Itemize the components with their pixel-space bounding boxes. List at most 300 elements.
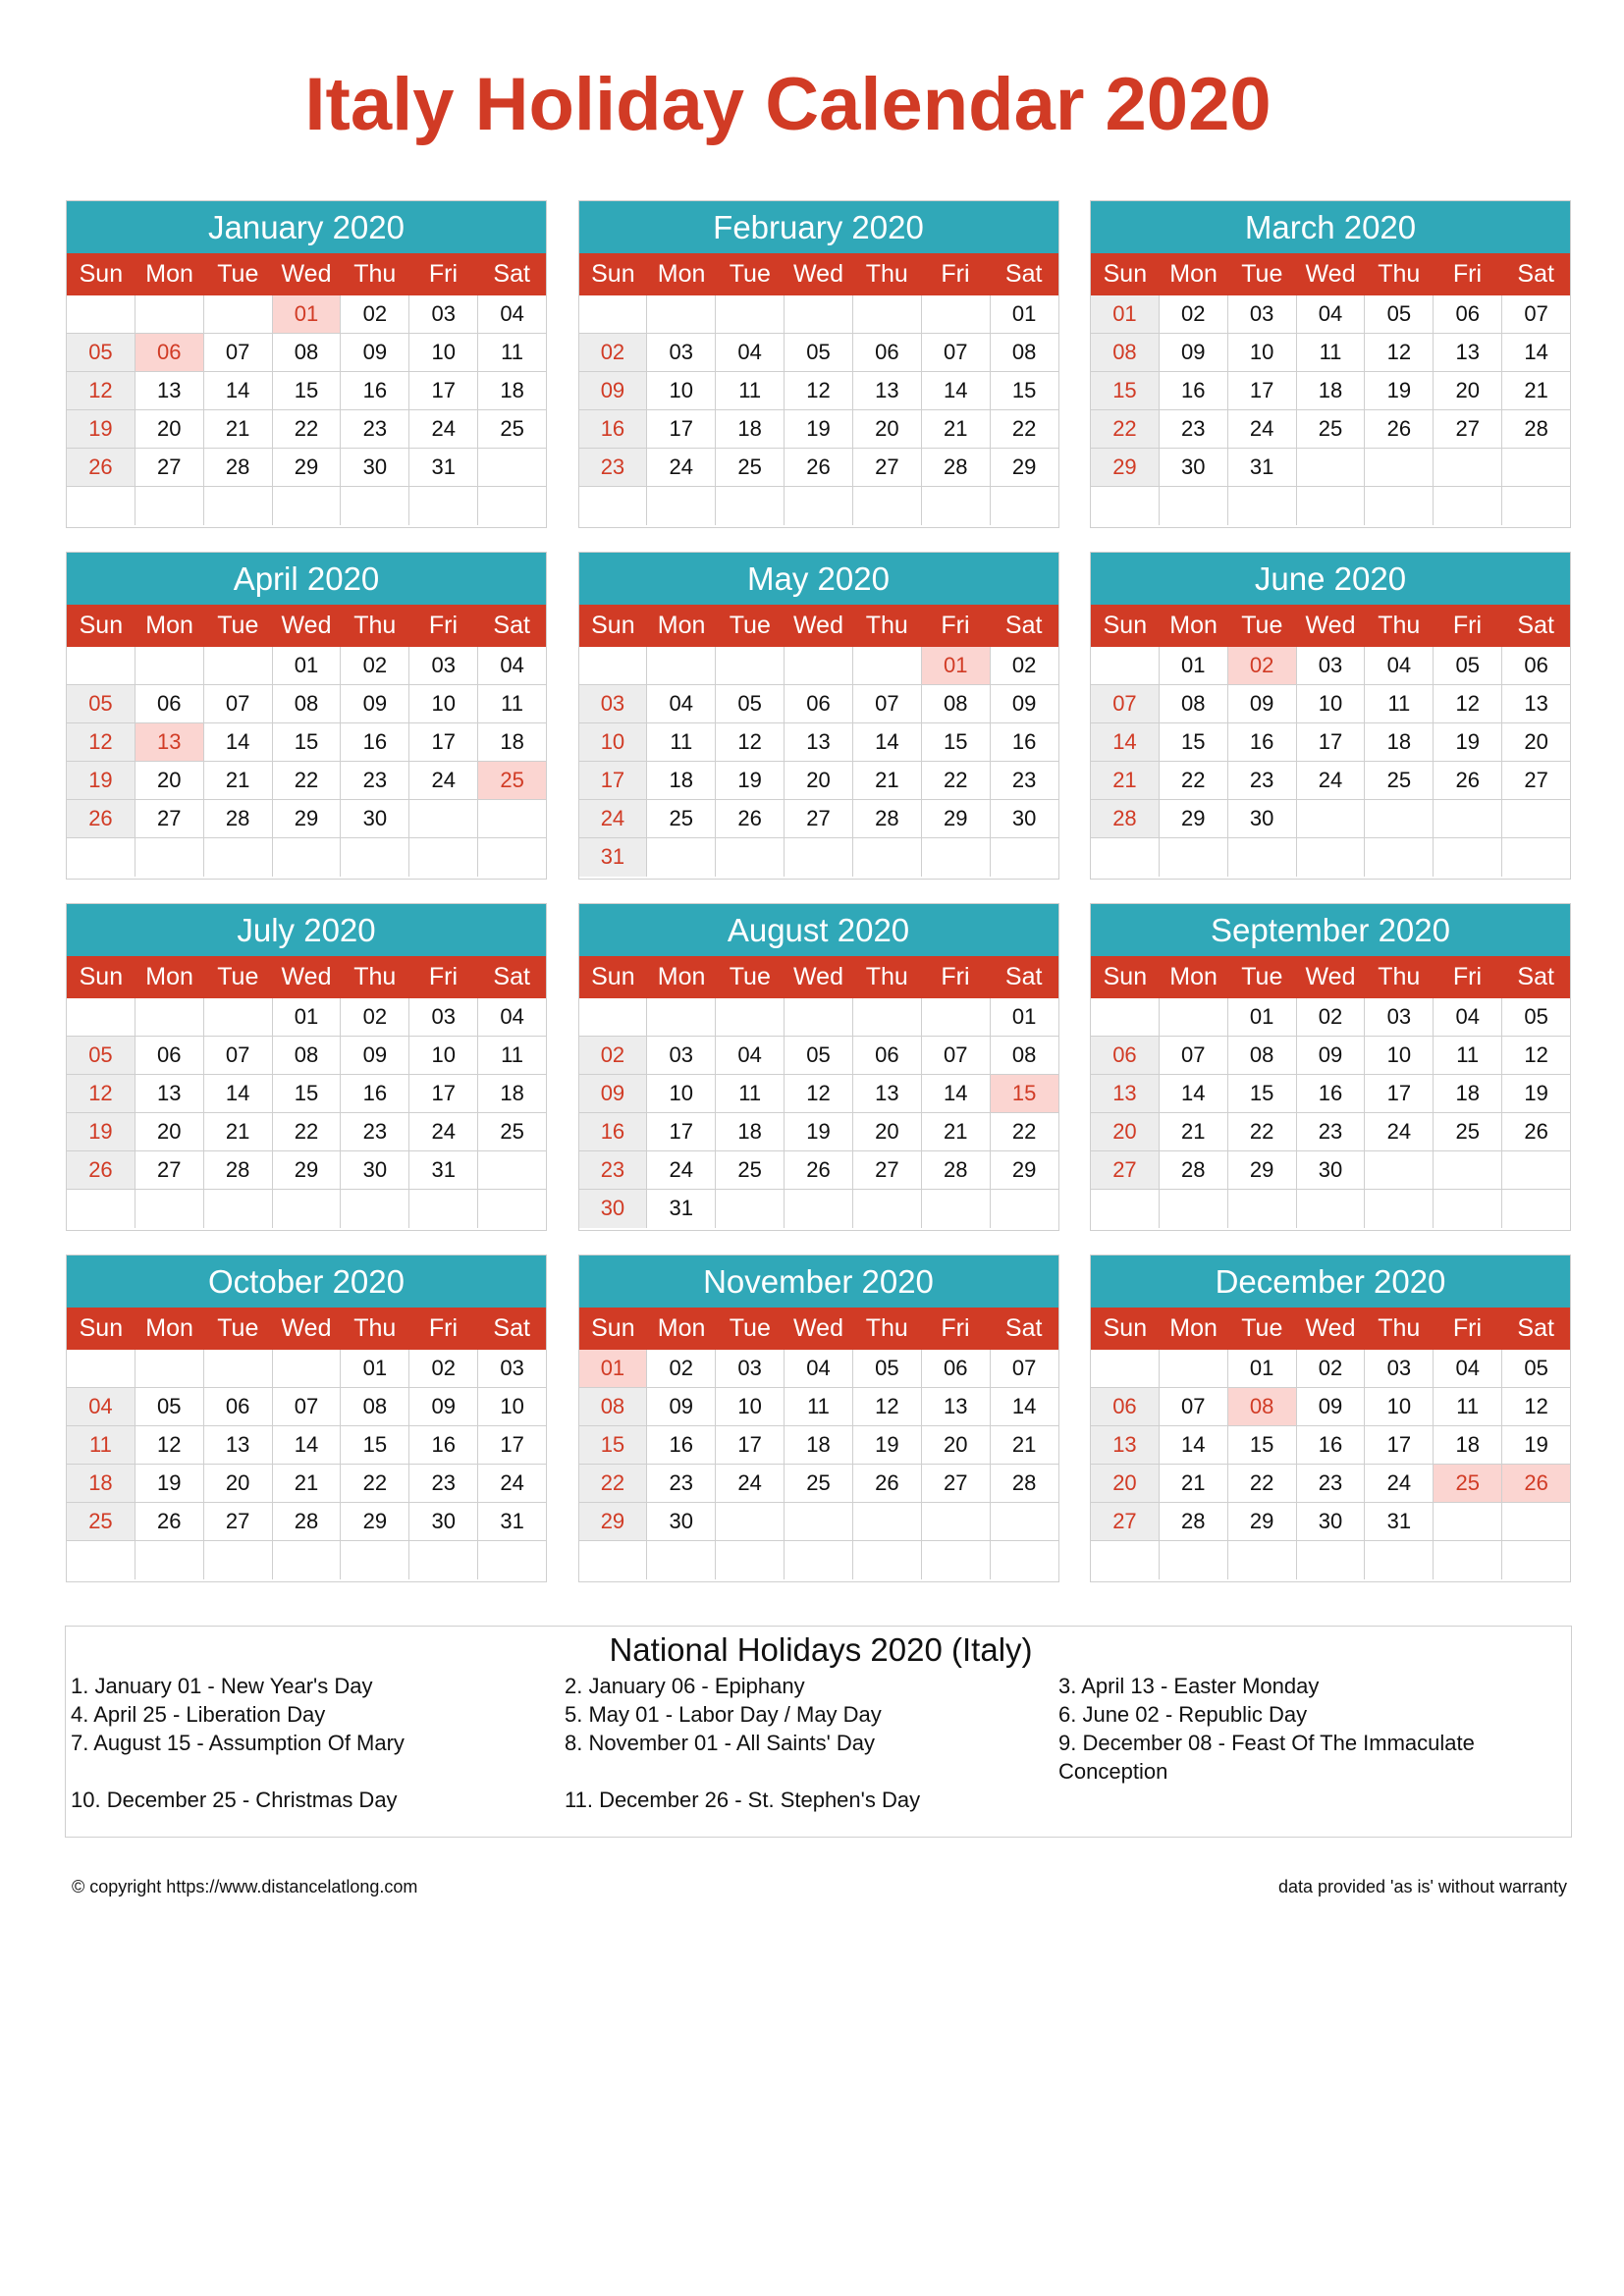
weekday-label: Wed (281, 612, 332, 639)
month-title: November 2020 (579, 1255, 1058, 1308)
holiday-day-cell: 25 (478, 762, 546, 799)
weekday-label: Sat (1517, 963, 1554, 990)
day-cell: 23 (1297, 1113, 1366, 1150)
day-cell: 13 (135, 1075, 204, 1112)
day-cell: 12 (785, 372, 853, 409)
month-title: October 2020 (67, 1255, 546, 1308)
day-cell (478, 449, 546, 486)
day-cell (1434, 487, 1502, 525)
weekday-label: Fri (1452, 260, 1483, 288)
day-cell: 26 (785, 1151, 853, 1189)
day-cell (67, 487, 135, 525)
day-cell (853, 1190, 922, 1228)
day-cell (1434, 449, 1502, 486)
day-cell: 02 (1160, 295, 1228, 333)
day-cell: 28 (1160, 1503, 1228, 1540)
day-cell: 03 (500, 1356, 524, 1380)
day-cell (1502, 1541, 1570, 1579)
day-cell: 07 (1160, 1388, 1228, 1425)
weekday-label: Sat (1517, 1314, 1554, 1342)
week-row (1091, 838, 1570, 877)
day-cell: 19 (135, 1465, 204, 1502)
day-cell: 09 (341, 1037, 409, 1074)
weekday-label: Thu (353, 612, 397, 639)
month-title: July 2020 (67, 904, 546, 956)
holiday-day-cell: 01 (922, 647, 991, 684)
day-cell: 24 (409, 410, 478, 448)
week-row (579, 762, 1058, 800)
day-cell: 21 (922, 410, 991, 448)
day-cell (579, 487, 648, 525)
day-cell: 10 (716, 1388, 785, 1425)
day-cell: 08 (1228, 1037, 1297, 1074)
day-cell (1228, 1541, 1297, 1579)
day-cell: 27 (204, 1503, 273, 1540)
day-cell: 08 (922, 685, 991, 722)
day-cell: 29 (273, 800, 342, 837)
day-cell: 28 (1524, 416, 1548, 441)
day-cell: 02 (579, 334, 648, 371)
day-cell (204, 1350, 273, 1387)
weekday-label: Sat (1004, 1314, 1043, 1342)
day-cell: 05 (135, 1388, 204, 1425)
weekday-label: Fri (1452, 1314, 1483, 1342)
day-cell: 03 (1228, 295, 1297, 333)
day-cell: 28 (853, 800, 922, 837)
week-row (1091, 1350, 1570, 1388)
day-cell (785, 998, 853, 1036)
day-cell (1297, 487, 1366, 525)
day-cell: 25 (1434, 1113, 1502, 1150)
week-row (67, 487, 546, 525)
week-row (67, 1113, 546, 1151)
day-cell: 18 (500, 1081, 524, 1105)
day-cell (135, 838, 204, 877)
day-cell: 14 (1160, 1075, 1228, 1112)
day-cell (922, 838, 991, 877)
day-cell (273, 1190, 342, 1228)
day-cell: 08 (1160, 685, 1228, 722)
day-cell (1502, 838, 1570, 877)
day-cell (1434, 838, 1502, 877)
day-cell: 08 (1011, 340, 1037, 364)
day-cell: 29 (1228, 1503, 1297, 1540)
day-cell: 21 (853, 762, 922, 799)
day-cell: 01 (273, 647, 342, 684)
day-cell (922, 1190, 991, 1228)
day-cell: 21 (1011, 1432, 1037, 1457)
weekday-label: Tue (1241, 1314, 1283, 1342)
day-cell: 17 (647, 410, 716, 448)
day-cell: 06 (1434, 295, 1502, 333)
week-row (1091, 334, 1570, 372)
week-row (1091, 1075, 1570, 1113)
weekday-header (1091, 253, 1570, 295)
day-cell: 29 (1091, 449, 1160, 486)
day-cell (785, 295, 853, 333)
day-cell: 22 (273, 762, 342, 799)
day-cell: 20 (922, 1426, 991, 1464)
weekday-label: Mon (145, 963, 193, 990)
weekday-label: Mon (1169, 1314, 1218, 1342)
day-cell (853, 838, 922, 877)
weekday-label: Tue (729, 260, 771, 288)
day-cell (135, 487, 204, 525)
day-cell: 26 (716, 800, 785, 837)
day-cell: 05 (1365, 295, 1434, 333)
day-cell: 04 (716, 1037, 785, 1074)
day-cell (1091, 1350, 1160, 1387)
weekday-label: Fri (428, 260, 459, 288)
week-row (1091, 1465, 1570, 1503)
weekday-label: Wed (1305, 612, 1356, 639)
day-cell: 01 (1011, 301, 1037, 326)
day-cell (647, 1541, 716, 1579)
copyright-text: © copyright https://www.distancelatlong.com (72, 1877, 418, 1896)
month-calendar (578, 200, 1059, 528)
day-cell (1502, 1151, 1570, 1189)
holiday-item: 3. April 13 - Easter Monday (1058, 1674, 1320, 1698)
day-cell: 16 (1228, 723, 1297, 761)
week-row (1091, 762, 1570, 800)
week-row (579, 449, 1058, 487)
day-cell: 12 (716, 723, 785, 761)
day-cell: 23 (647, 1465, 716, 1502)
day-cell (1434, 1541, 1502, 1579)
day-cell: 24 (647, 1151, 716, 1189)
holiday-day-cell: 13 (135, 723, 204, 761)
weekday-label: Tue (217, 963, 259, 990)
day-cell (67, 838, 135, 877)
day-cell: 17 (409, 1075, 478, 1112)
day-cell (341, 487, 409, 525)
day-cell: 06 (922, 1350, 991, 1387)
day-cell (785, 1541, 853, 1579)
day-cell: 22 (1011, 1119, 1037, 1144)
weekday-label: Thu (353, 1314, 397, 1342)
day-cell: 16 (1297, 1426, 1366, 1464)
day-cell: 22 (273, 410, 342, 448)
day-cell: 09 (1228, 685, 1297, 722)
day-cell: 07 (273, 1388, 342, 1425)
weekday-label: Mon (657, 1314, 706, 1342)
holiday-day-cell: 25 (1434, 1465, 1502, 1502)
day-cell (647, 998, 716, 1036)
day-cell: 26 (67, 449, 135, 486)
weekday-label: Fri (1452, 963, 1483, 990)
day-cell: 21 (204, 762, 273, 799)
month-calendar (1090, 903, 1571, 1231)
day-cell: 05 (67, 1037, 135, 1074)
holiday-item: 8. November 01 - All Saints' Day (565, 1731, 876, 1755)
day-cell: 24 (1297, 762, 1366, 799)
day-cell: 21 (1160, 1113, 1228, 1150)
day-cell: 20 (135, 1113, 204, 1150)
day-cell: 06 (853, 334, 922, 371)
day-cell: 25 (716, 449, 785, 486)
week-row (1091, 295, 1570, 334)
day-cell (67, 1350, 135, 1387)
day-cell: 08 (273, 334, 342, 371)
day-cell: 10 (647, 372, 716, 409)
day-cell: 05 (1524, 1356, 1548, 1380)
day-cell (922, 295, 991, 333)
day-cell (341, 1541, 409, 1579)
day-cell: 28 (1160, 1151, 1228, 1189)
day-cell (1365, 1541, 1434, 1579)
day-cell: 02 (409, 1350, 478, 1387)
day-cell (716, 487, 785, 525)
day-cell: 18 (647, 762, 716, 799)
weekday-label: Tue (729, 1314, 771, 1342)
day-cell: 13 (1091, 1075, 1160, 1112)
week-row (579, 1465, 1058, 1503)
day-cell: 18 (500, 378, 524, 402)
day-cell: 16 (579, 410, 648, 448)
day-cell: 05 (853, 1350, 922, 1387)
day-cell: 13 (853, 372, 922, 409)
day-cell (67, 1541, 135, 1579)
day-cell: 11 (716, 1075, 785, 1112)
day-cell: 12 (67, 723, 135, 761)
day-cell: 15 (579, 1426, 648, 1464)
weekday-label: Fri (1452, 612, 1483, 639)
day-cell: 15 (1228, 1426, 1297, 1464)
day-cell (853, 1503, 922, 1540)
day-cell (409, 838, 478, 877)
weekday-label: Wed (793, 612, 843, 639)
day-cell: 24 (579, 800, 648, 837)
holidays-title: National Holidays 2020 (Italy) (609, 1631, 1033, 1668)
day-cell: 12 (1434, 685, 1502, 722)
day-cell (922, 1541, 991, 1579)
day-cell: 14 (1091, 723, 1160, 761)
day-cell: 23 (341, 410, 409, 448)
weekday-label: Sat (493, 963, 530, 990)
week-row (1091, 685, 1570, 723)
day-cell: 25 (1365, 762, 1434, 799)
day-cell: 06 (204, 1388, 273, 1425)
day-cell: 12 (1524, 1394, 1548, 1418)
day-cell: 29 (1011, 454, 1037, 479)
holiday-day-cell: 06 (135, 334, 204, 371)
day-cell: 19 (67, 1113, 135, 1150)
week-row (67, 685, 546, 723)
day-cell (135, 1190, 204, 1228)
weekday-label: Sun (1103, 260, 1148, 288)
day-cell: 02 (647, 1350, 716, 1387)
weekday-label: Sun (1103, 1314, 1148, 1342)
day-cell: 02 (1297, 998, 1366, 1036)
day-cell: 17 (716, 1426, 785, 1464)
day-cell (1297, 800, 1366, 837)
weekday-label: Sat (1004, 963, 1043, 990)
day-cell (478, 1541, 546, 1579)
weekday-header (1091, 1308, 1570, 1350)
day-cell: 15 (273, 372, 342, 409)
day-cell (67, 1190, 135, 1228)
day-cell: 09 (579, 1075, 648, 1112)
holiday-item: 11. December 26 - St. Stephen's Day (565, 1788, 921, 1812)
day-cell: 08 (273, 1037, 342, 1074)
weekday-label: Sat (1004, 260, 1043, 288)
day-cell: 15 (922, 723, 991, 761)
day-cell: 28 (204, 1151, 273, 1189)
day-cell: 18 (1434, 1426, 1502, 1464)
day-cell (1365, 1190, 1434, 1228)
page-title: Italy Holiday Calendar 2020 (304, 63, 1272, 146)
day-cell: 06 (135, 685, 204, 722)
day-cell: 01 (1160, 647, 1228, 684)
day-cell: 11 (785, 1388, 853, 1425)
day-cell (785, 838, 853, 877)
day-cell: 08 (1091, 334, 1160, 371)
month-title: June 2020 (1091, 553, 1570, 605)
day-cell (1434, 1190, 1502, 1228)
day-cell: 23 (1011, 768, 1037, 792)
month-title: February 2020 (579, 201, 1058, 253)
day-cell: 14 (204, 1075, 273, 1112)
day-cell (273, 1350, 342, 1387)
day-cell: 11 (501, 691, 523, 716)
day-cell: 09 (341, 334, 409, 371)
day-cell (991, 1541, 1058, 1579)
day-cell: 24 (409, 762, 478, 799)
day-cell: 14 (1524, 340, 1548, 364)
week-row (579, 487, 1058, 525)
day-cell (853, 487, 922, 525)
day-cell: 22 (273, 1113, 342, 1150)
day-cell: 22 (1160, 762, 1228, 799)
day-cell: 19 (67, 762, 135, 799)
day-cell: 18 (1434, 1075, 1502, 1112)
day-cell: 05 (67, 685, 135, 722)
day-cell: 09 (1297, 1037, 1366, 1074)
weekday-label: Mon (145, 260, 193, 288)
day-cell: 18 (716, 1113, 785, 1150)
day-cell: 29 (1228, 1151, 1297, 1189)
week-row (579, 685, 1058, 723)
day-cell: 20 (1091, 1465, 1160, 1502)
weekday-label: Mon (657, 963, 706, 990)
day-cell: 03 (1365, 998, 1434, 1036)
week-row (579, 1113, 1058, 1151)
weekday-header (1091, 956, 1570, 998)
week-row (579, 1503, 1058, 1541)
day-cell: 13 (853, 1075, 922, 1112)
day-cell: 21 (204, 410, 273, 448)
day-cell (1160, 1190, 1228, 1228)
day-cell: 19 (785, 410, 853, 448)
week-row (579, 410, 1058, 449)
day-cell: 18 (1365, 723, 1434, 761)
holiday-day-cell: 15 (991, 1075, 1058, 1112)
week-row (67, 647, 546, 685)
week-row (1091, 1151, 1570, 1190)
day-cell (135, 1350, 204, 1387)
day-cell: 10 (1228, 334, 1297, 371)
day-cell: 30 (341, 800, 409, 837)
day-cell: 03 (1365, 1350, 1434, 1387)
day-cell: 24 (716, 1465, 785, 1502)
weekday-label: Fri (428, 612, 459, 639)
day-cell: 06 (1091, 1388, 1160, 1425)
day-cell (204, 487, 273, 525)
day-cell (1091, 1541, 1160, 1579)
day-cell (204, 998, 273, 1036)
day-cell (204, 838, 273, 877)
day-cell (135, 1541, 204, 1579)
day-cell (1297, 838, 1366, 877)
day-cell: 09 (647, 1388, 716, 1425)
weekday-label: Sat (493, 1314, 530, 1342)
day-cell: 07 (204, 685, 273, 722)
holiday-day-cell: 01 (273, 295, 342, 333)
day-cell: 02 (579, 1037, 648, 1074)
day-cell: 11 (716, 372, 785, 409)
day-cell: 08 (273, 685, 342, 722)
day-cell: 01 (1011, 1004, 1037, 1029)
day-cell: 10 (409, 1037, 478, 1074)
day-cell: 12 (1365, 334, 1434, 371)
week-row (1091, 723, 1570, 762)
day-cell: 06 (853, 1037, 922, 1074)
weekday-label: Wed (793, 963, 843, 990)
day-cell: 11 (1434, 1037, 1502, 1074)
week-row (67, 449, 546, 487)
week-row (1091, 1037, 1570, 1075)
weekday-label: Tue (729, 612, 771, 639)
weekday-label: Sat (493, 260, 530, 288)
day-cell (341, 1190, 409, 1228)
day-cell: 21 (1091, 762, 1160, 799)
day-cell: 10 (647, 1075, 716, 1112)
day-cell: 07 (204, 1037, 273, 1074)
day-cell: 27 (922, 1465, 991, 1502)
day-cell (1434, 1503, 1502, 1540)
day-cell: 06 (785, 685, 853, 722)
day-cell (922, 487, 991, 525)
day-cell: 29 (273, 449, 342, 486)
day-cell: 14 (204, 723, 273, 761)
day-cell: 05 (1524, 1004, 1548, 1029)
holiday-day-cell: 26 (1502, 1465, 1570, 1502)
day-cell (1502, 487, 1570, 525)
day-cell: 14 (853, 723, 922, 761)
day-cell: 07 (1091, 685, 1160, 722)
day-cell: 20 (1524, 729, 1548, 754)
week-row (67, 1388, 546, 1426)
day-cell (204, 647, 273, 684)
day-cell: 22 (1228, 1465, 1297, 1502)
day-cell (1365, 838, 1434, 877)
day-cell: 17 (409, 723, 478, 761)
day-cell: 30 (1011, 806, 1037, 830)
day-cell: 02 (1297, 1350, 1366, 1387)
day-cell: 21 (922, 1113, 991, 1150)
day-cell: 14 (273, 1426, 342, 1464)
day-cell: 29 (1160, 800, 1228, 837)
weekday-label: Fri (941, 1314, 970, 1342)
day-cell: 23 (341, 1113, 409, 1150)
day-cell: 05 (1434, 647, 1502, 684)
weekday-header (67, 1308, 546, 1350)
day-cell: 01 (1228, 998, 1297, 1036)
day-cell: 06 (1524, 653, 1548, 677)
week-row (67, 723, 546, 762)
week-row (67, 1151, 546, 1190)
weekday-label: Wed (281, 1314, 332, 1342)
